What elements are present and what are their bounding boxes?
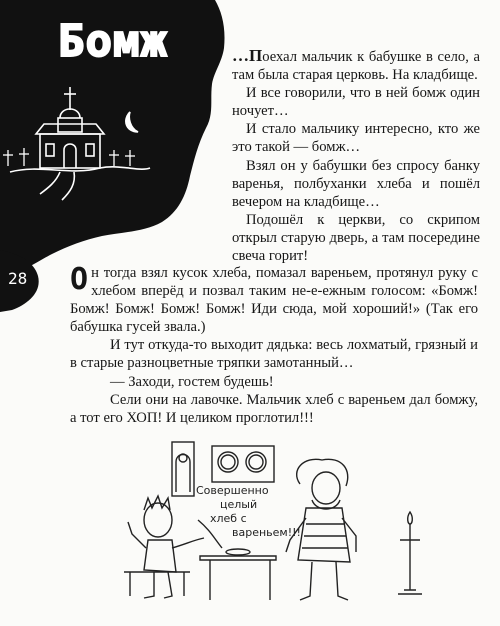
boy-head — [144, 503, 172, 537]
paragraph: н тогда взял кусок хлеба, помазал вареньем, протянул руку с хлебом вперёд и позвал таким не-е-ежным голосом: «Бомж! Бомж! Бомж! Бомж! Бомж! Иди сюда, мой хороший!» (Так его бабушка гусей звала.) — [70, 265, 478, 336]
text-column — [232, 47, 480, 265]
paragraph: Сели они на лавочке. Мальчик хлеб с вареньем дал бомжу, а тот его ХОП! И целиком проглотил!!! — [70, 391, 478, 426]
paragraph: оехал мальчик к бабушке в село, а там была старая церковь. На кладбище. — [232, 49, 480, 84]
scene-illustration — [0, 430, 500, 626]
paragraph: Взял он у бабушки без спросу банку варенья, полбуханки хлеба и пошёл вечером на кладбище… — [232, 157, 480, 210]
svg-text:хлеб с: хлеб с — [210, 512, 247, 525]
svg-text:Совершенно: Совершенно — [196, 484, 269, 497]
paragraph: Подошёл к церкви, со скрипом открыл старую дверь, а там посередине свеча горит! — [232, 211, 480, 265]
lead-letter: …П — [232, 46, 263, 65]
paragraph: И тут откуда-то выходит дядька: весь лохматый, грязный и в старые разноцветные тряпки замотанный… — [70, 337, 478, 372]
svg-text:вареньем!!!: вареньем!!! — [232, 526, 301, 539]
drop-cap: О — [70, 262, 89, 297]
paragraph: И все говорили, что в ней бомж один ночует… — [232, 85, 480, 120]
page-number: 28 — [8, 269, 28, 288]
paragraph: И стало мальчику интересно, кто же это такой — бомж… — [232, 121, 480, 156]
svg-text:целый: целый — [220, 498, 258, 511]
body-text — [70, 264, 478, 427]
paragraph: — Заходи, гостем будешь! — [110, 373, 274, 390]
page-title: Бомж — [58, 16, 168, 67]
caption-handwriting — [196, 484, 301, 539]
